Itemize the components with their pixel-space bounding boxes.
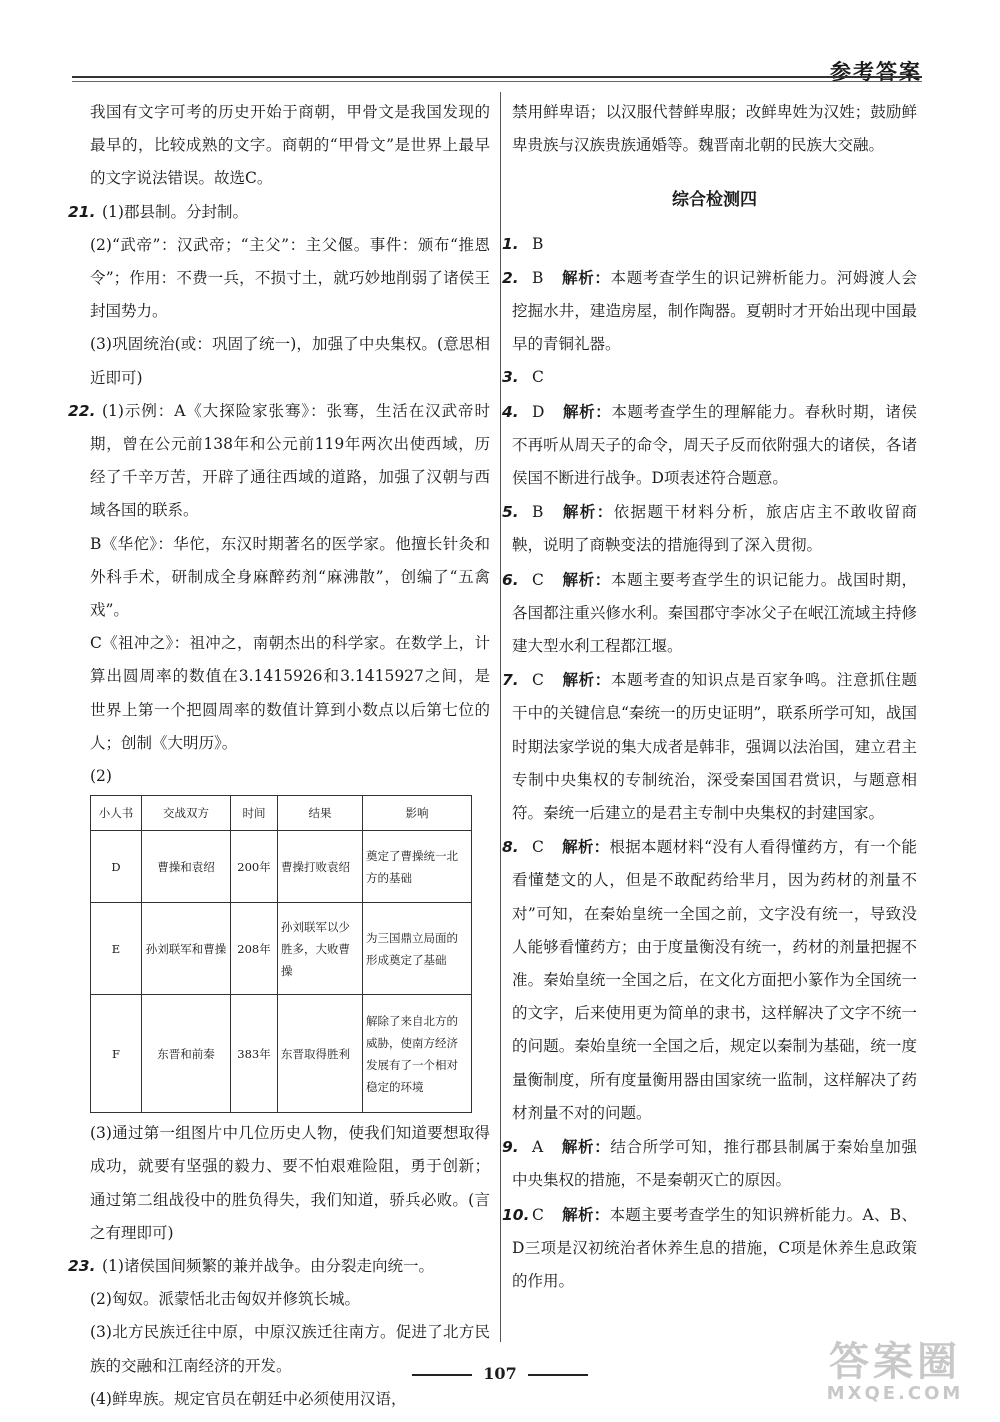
analysis-label: 解析： bbox=[561, 267, 611, 287]
ornament-right bbox=[528, 1374, 588, 1376]
question-number: 6. bbox=[502, 570, 519, 589]
analysis-text: 本题考查学生的理解能力。春秋时期，诸侯不再听从周天子的命令，周天子反而依附强大的诸侯，各诸侯国不断进行战争。D项表述符合题意。 bbox=[512, 402, 917, 488]
analysis-label: 解析： bbox=[561, 837, 610, 857]
question-number: 9. bbox=[502, 1138, 519, 1157]
question-21 bbox=[68, 196, 490, 395]
analysis-label: 解析： bbox=[562, 401, 612, 421]
answer-item bbox=[502, 228, 917, 261]
table-cell: 孙刘联军以少胜多，大败曹操 bbox=[278, 903, 363, 995]
analysis-label: 解析： bbox=[561, 1137, 611, 1157]
table-cell: 200年 bbox=[231, 831, 278, 903]
question-number: 23. bbox=[68, 1257, 96, 1276]
table-cell: 孙刘联军和曹操 bbox=[142, 903, 231, 995]
answer-item bbox=[502, 1130, 917, 1197]
table-cell: E bbox=[91, 903, 142, 995]
question-number: 4. bbox=[502, 402, 519, 421]
ornament-left bbox=[412, 1374, 472, 1376]
answer-choice: D bbox=[532, 402, 545, 421]
analysis-text: 本题主要考查学生的识记能力。战国时期，各国都注重兴修水利。秦国郡守李冰父子在岷江流域主持修建大型水利工程都江堰。 bbox=[512, 570, 917, 656]
question-number: 1. bbox=[502, 234, 519, 253]
answer-choice: B bbox=[532, 268, 544, 287]
question-number: 2. bbox=[502, 268, 519, 287]
analysis-text: 结合所学可知，推行郡县制属于秦始皇加强中央集权的措施，不是秦朝灭亡的原因。 bbox=[512, 1138, 917, 1190]
table-cell: 解除了来自北方的威胁，使南方经济发展有了一个相对稳定的环境 bbox=[363, 995, 472, 1113]
answer-item bbox=[502, 495, 917, 562]
header-rule-thin bbox=[72, 81, 922, 82]
table-header-cell: 结果 bbox=[278, 796, 363, 831]
question-number: 22. bbox=[68, 401, 96, 420]
right-column bbox=[502, 96, 917, 1298]
answer-part: (3)通过第一组图片中几位历史人物，使我们知道要想取得成功，就要有坚强的毅力、要不怕艰难险阻，勇于创新；通过第二组战役中的胜负得失，我们知道，骄兵必败。(言之有理即可) bbox=[90, 1124, 490, 1242]
page-number: 107 bbox=[483, 1364, 517, 1383]
table-cell: 奠定了曹操统一北方的基础 bbox=[363, 831, 472, 903]
header-title: 参考答案 bbox=[830, 60, 922, 84]
table-row bbox=[91, 903, 472, 995]
answer-part: C《祖冲之》：祖冲之，南朝杰出的科学家。在数学上，计算出圆周率的数值在3.1415926和3.1415927之间，是世界上第一个把圆周率的数值计算到小数点以后第七位的人；创制《大明历》。 bbox=[90, 634, 490, 752]
table-header-cell: 小人书 bbox=[91, 796, 142, 831]
answer-part: (1)示例：A《大探险家张骞》：张骞，生活在汉武帝时期，曾在公元前138年和公元前119年两次出使西域，历经了千辛万苦，开辟了通往西域的道路，加强了汉朝与西域各国的联系。 bbox=[90, 401, 490, 520]
question-22 bbox=[68, 395, 490, 1250]
answer-choice: C bbox=[532, 838, 544, 857]
question-number: 10. bbox=[502, 1205, 530, 1224]
table-row bbox=[91, 831, 472, 903]
answer-item bbox=[502, 563, 917, 664]
answer-part: (3)巩固统治(或：巩固了统一)，加强了中央集权。(意思相近即可) bbox=[90, 335, 490, 387]
analysis-text: 本题主要考查学生的知识辨析能力。A、B、D三项是汉初统治者休养生息的措施，C项是休养生息政策的作用。 bbox=[512, 1205, 917, 1290]
question-number: 5. bbox=[502, 503, 519, 522]
answer-choice: B bbox=[532, 503, 544, 522]
battle-table bbox=[90, 795, 472, 1113]
answer-item bbox=[502, 261, 917, 362]
answer-part: (4)鲜卑族。规定官员在朝廷中必须使用汉语， bbox=[90, 1389, 407, 1408]
question-number: 8. bbox=[502, 838, 519, 857]
header-rule bbox=[72, 76, 922, 78]
answer-part: (1)诸侯国间频繁的兼并战争。由分裂走向统一。 bbox=[102, 1257, 434, 1276]
table-header-cell: 交战双方 bbox=[142, 796, 231, 831]
table-cell: 为三国鼎立局面的形成奠定了基础 bbox=[363, 903, 472, 995]
table-cell: 东晋和前秦 bbox=[142, 995, 231, 1113]
continued-paragraph: 禁用鲜卑语；以汉服代替鲜卑服；改鲜卑姓为汉姓；鼓励鲜卑贵族与汉族贵族通婚等。魏晋南北朝的民族大交融。 bbox=[512, 103, 917, 155]
analysis-text: 本题考查的知识点是百家争鸣。注意抓住题干中的关键信息“秦统一的历史证明”，联系所学可知，战国时期法家学说的集大成者是韩非，强调以法治国，建立君主专制中央集权的专制统治，深受秦国国君赏识，与题意相符。秦统一后建立的是君主专制中央集权的封建国家。 bbox=[512, 671, 917, 823]
watermark-bottom: MXQE.COM bbox=[826, 1383, 964, 1404]
answer-item bbox=[502, 663, 917, 830]
answer-choice: C bbox=[532, 671, 544, 690]
section-title: 综合检测四 bbox=[672, 190, 757, 211]
answer-part: (2)匈奴。派蒙恬北击匈奴并修筑长城。 bbox=[90, 1290, 360, 1309]
analysis-label: 解析： bbox=[561, 1204, 610, 1224]
table-cell: 曹操打败袁绍 bbox=[278, 831, 363, 903]
analysis-label: 解析： bbox=[561, 502, 614, 522]
table-cell: F bbox=[91, 995, 142, 1113]
column-divider bbox=[500, 92, 501, 1342]
question-number: 7. bbox=[502, 671, 519, 690]
table-cell: 东晋取得胜利 bbox=[278, 995, 363, 1113]
answer-part: (3)北方民族迁往中原，中原汉族迁往南方。促进了北方民族的交融和江南经济的开发。 bbox=[90, 1323, 490, 1375]
question-23 bbox=[68, 1250, 490, 1416]
watermark-logo bbox=[820, 1340, 970, 1410]
table-header-row bbox=[91, 796, 472, 831]
answer-part: (2)“武帝”：汉武帝；“主父”：主父偃。事件：颁布“推恩令”；作用：不费一兵，不损寸土，就巧妙地削弱了诸侯王封国势力。 bbox=[90, 235, 490, 321]
analysis-label: 解析： bbox=[561, 670, 611, 690]
table-cell: 383年 bbox=[231, 995, 278, 1113]
question-number: 3. bbox=[502, 368, 519, 387]
answer-item bbox=[502, 830, 917, 1130]
table-cell: 曹操和袁绍 bbox=[142, 831, 231, 903]
question-number: 21. bbox=[68, 202, 96, 221]
answer-part: (2) bbox=[90, 767, 112, 786]
table-cell: 208年 bbox=[231, 903, 278, 995]
answer-list bbox=[502, 228, 917, 1299]
analysis-text: 依据题干材料分析，旅店店主不敢收留商鞅，说明了商鞅变法的措施得到了深入贯彻。 bbox=[512, 503, 917, 555]
answer-choice: A bbox=[532, 1138, 544, 1157]
watermark-top: 答案圈 bbox=[829, 1339, 961, 1385]
table-header-cell: 时间 bbox=[231, 796, 278, 831]
table-header-cell: 影响 bbox=[363, 796, 472, 831]
answer-choice: C bbox=[532, 368, 544, 387]
answer-item bbox=[502, 395, 917, 496]
answer-choice: B bbox=[532, 234, 544, 253]
analysis-text: 根据本题材料“没有人看得懂药方，有一个能看懂楚文的人，但是不敢配药给芈月，因为药材的剂量不对”可知，在秦始皇统一全国之前，文字没有统一，导致没人能够看懂药方；由于度量衡没有统一，药材的剂量把握不准。秦始皇统一全国之后，在文化方面把小篆作为全国统一的文字，后来使用更为简单的隶书，这样解决了文字不统一的问题。秦始皇统一全国之后，规定以秦制为基础，统一度量衡制度，所有度量衡用器由国家统一监制，这样解决了药材剂量不对的问题。 bbox=[512, 838, 917, 1122]
answer-choice: C bbox=[532, 570, 544, 589]
table-row bbox=[91, 995, 472, 1113]
answer-part: (1)郡县制。分封制。 bbox=[102, 202, 248, 221]
answer-part: B《华佗》：华佗，东汉时期著名的医学家。他擅长针灸和外科手术，研制成全身麻醉药剂“麻沸散”，创编了“五禽戏”。 bbox=[90, 534, 490, 620]
intro-paragraph: 我国有文字可考的历史开始于商朝，甲骨文是我国发现的最早的，比较成熟的文字。商朝的“甲骨文”是世界上最早的文字说法错误。故选C。 bbox=[90, 103, 490, 188]
table-cell: D bbox=[91, 831, 142, 903]
analysis-text: 本题考查学生的识记辨析能力。河姆渡人会挖掘水井，建造房屋，制作陶器。夏朝时才开始出现中国最早的青铜礼器。 bbox=[512, 268, 917, 354]
left-column bbox=[68, 96, 490, 1416]
answer-item bbox=[502, 361, 917, 394]
answer-item bbox=[502, 1198, 917, 1299]
answer-choice: C bbox=[532, 1205, 544, 1224]
analysis-label: 解析： bbox=[561, 569, 611, 589]
